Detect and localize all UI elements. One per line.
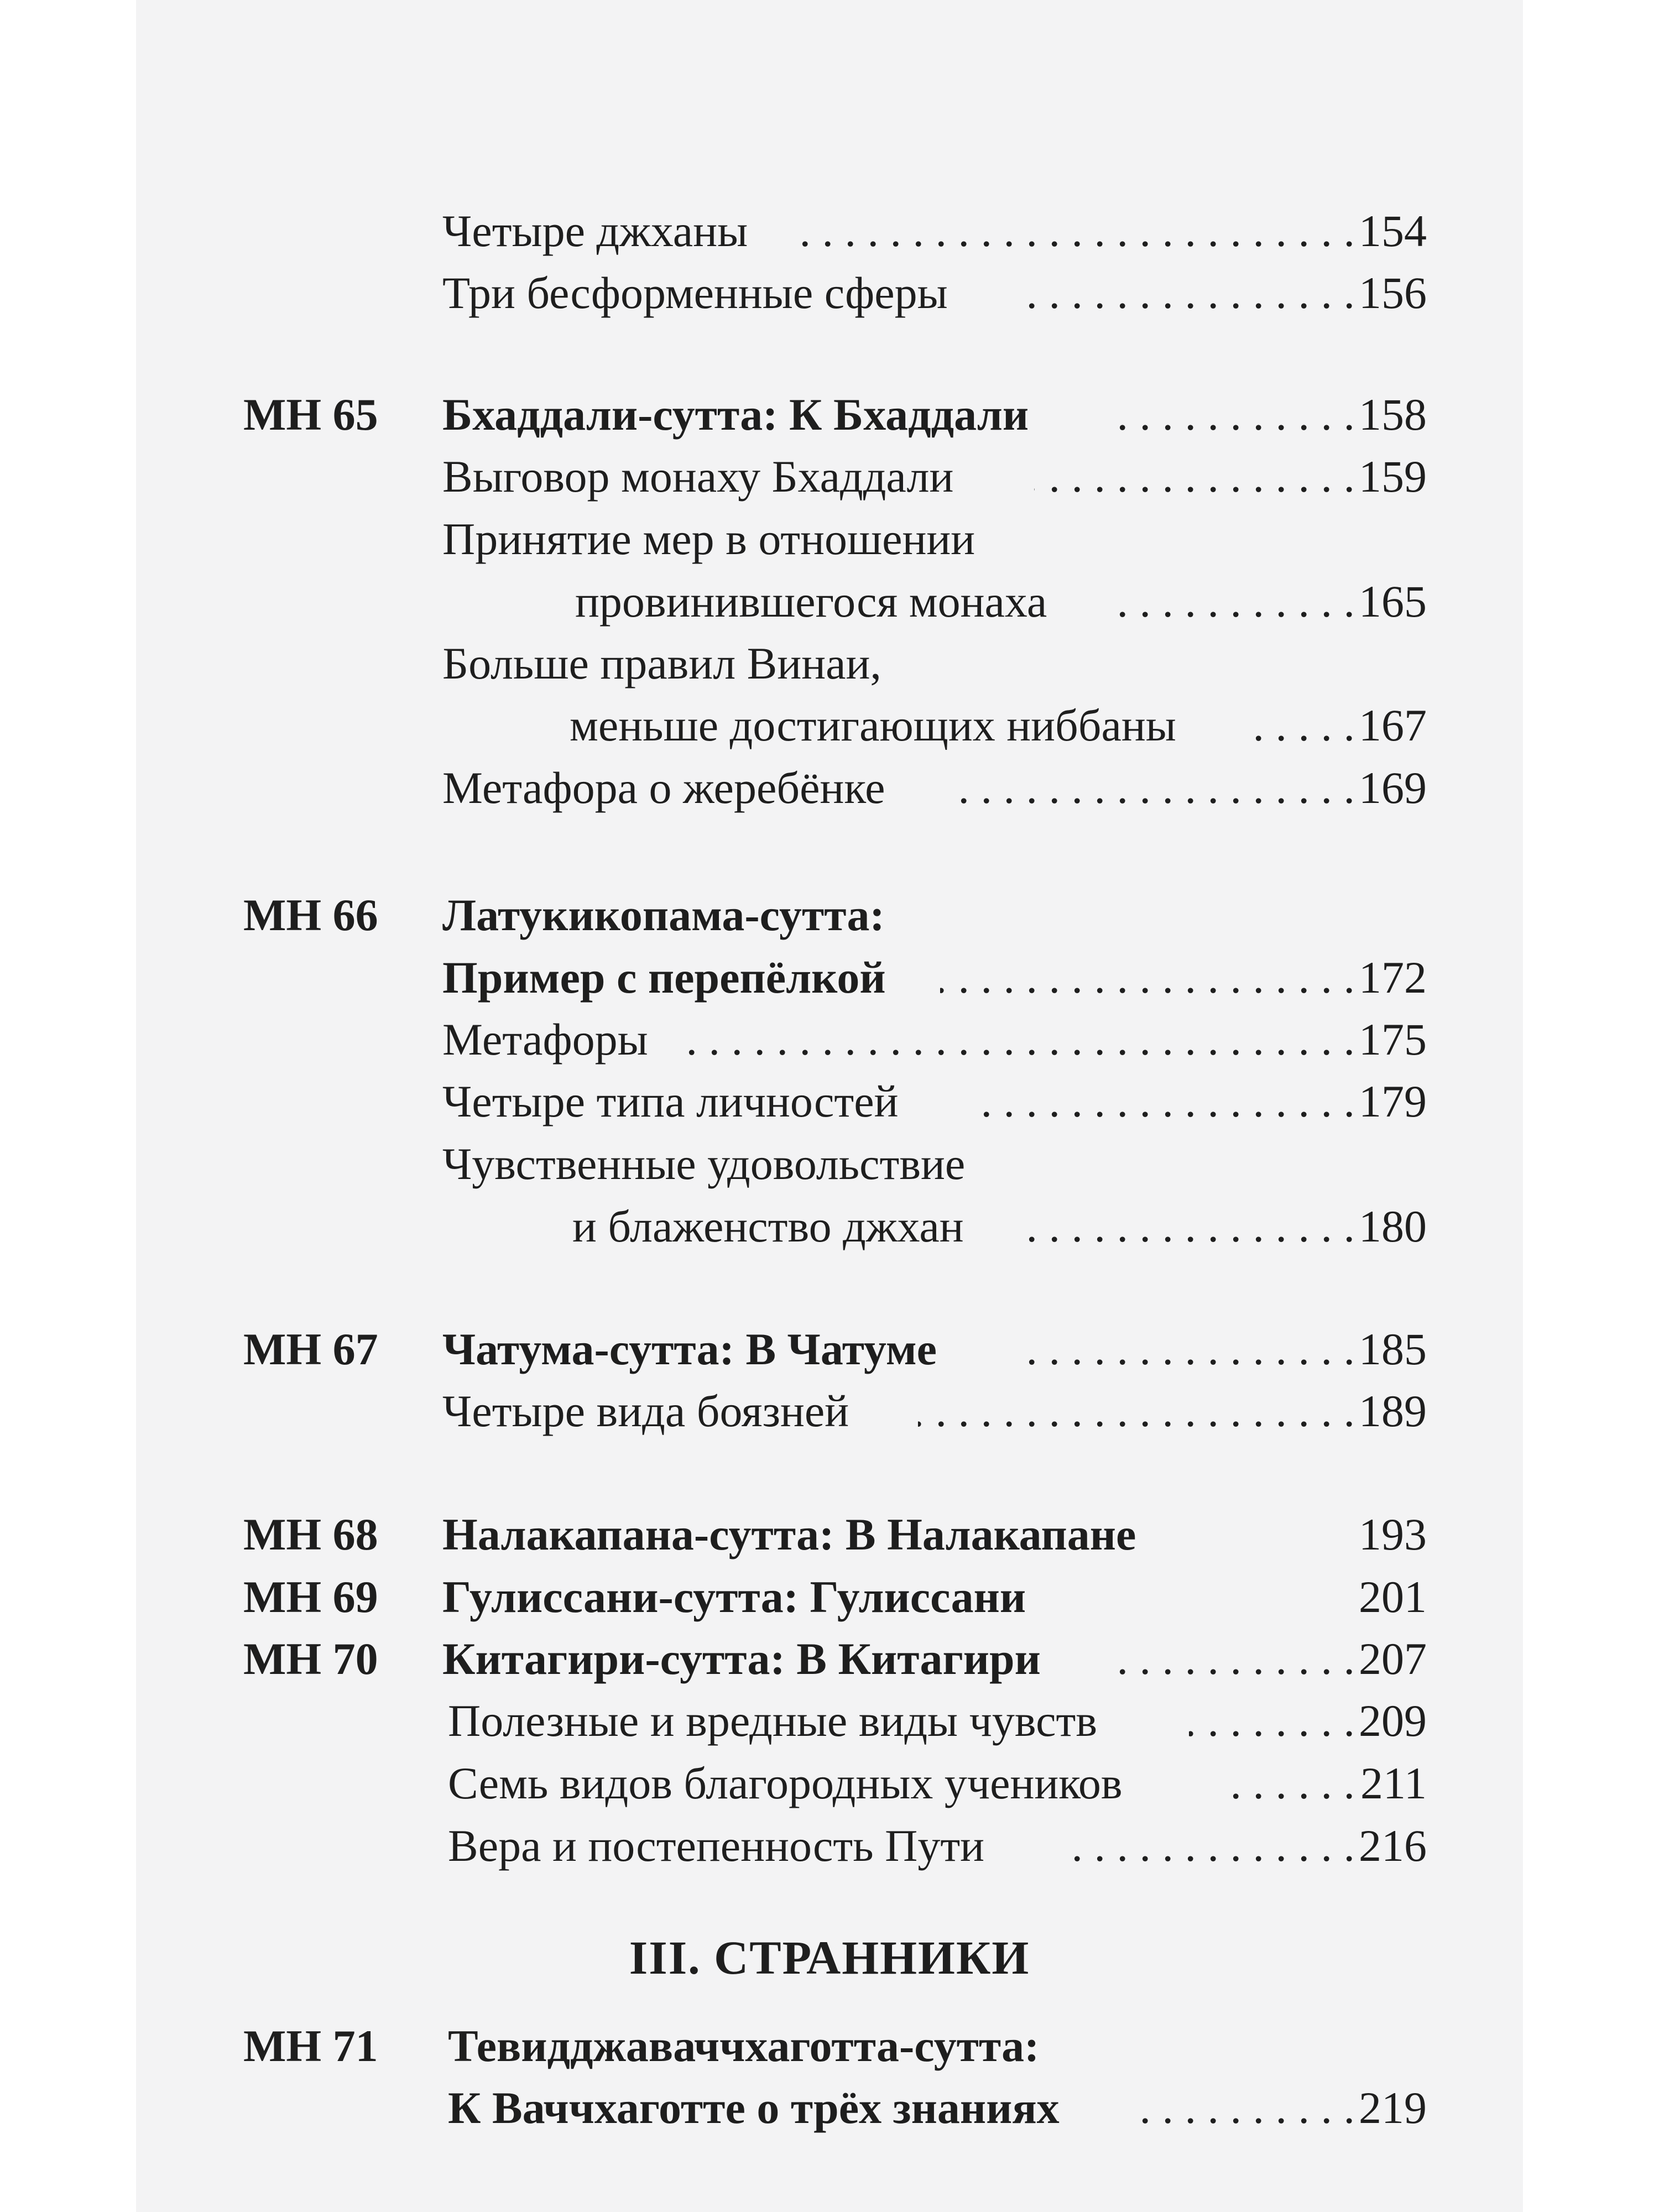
toc-title-continued: меньше достигающих ниббаны [570,700,1176,750]
dot-leader [1029,265,1355,321]
toc-title: Больше правил Винаи, [442,638,881,688]
toc-title: Метафоры [442,1014,648,1065]
toc-entry [0,760,1427,816]
toc-title: Китагири-сутта: В Китагири [442,1634,1041,1684]
toc-title: Латукикопама-сутта: [442,890,885,940]
toc-title: Бхаддали-сутта: К Бхаддали [442,389,1029,440]
dot-leader [951,760,1355,816]
toc-page-number: 172 [1359,952,1427,1003]
toc-entry-line1 [0,1136,1427,1192]
toc-entry [0,1322,1427,1377]
dot-leader [1062,1818,1355,1874]
toc-page-number: 189 [1359,1386,1427,1436]
section-heading: III. СТРАННИКИ [629,1931,1030,1984]
toc-title: Принятие мер в отношении [442,514,975,564]
toc-page-number: 207 [1359,1634,1427,1684]
toc-page-number: 169 [1359,763,1427,813]
toc-entry [0,265,1427,321]
toc-page-number: 179 [1359,1076,1427,1126]
toc-title: Выговор монаху Бхаддали [442,451,954,502]
toc-entry [0,1569,1427,1625]
toc-entry [0,1074,1427,1129]
toc-entry-line2 [0,950,1427,1005]
toc-page-number: 156 [1359,268,1427,318]
toc-page-number: 201 [1359,1572,1427,1622]
toc-title-continued: Пример с перепёлкой [442,952,886,1003]
toc-entry [0,1384,1427,1439]
toc-page-number: 158 [1359,389,1427,440]
toc-entry-line2 [0,574,1427,629]
toc-title: Вера и постепенность Пути [448,1820,985,1871]
toc-page-number: 211 [1360,1758,1427,1808]
toc-title-continued: К Ваччхаготте о трёх знаниях [448,2083,1060,2133]
toc-entry-line2 [0,1199,1427,1254]
toc-title-continued: и блаженство джхан [572,1201,964,1251]
toc-title: Метафора о жеребёнке [442,763,885,813]
toc-entry-line1 [0,888,1427,943]
toc-title: Четыре типа личностей [442,1076,899,1126]
toc-page-number: 175 [1359,1014,1427,1065]
toc-page-number: 154 [1359,206,1427,256]
dot-leader [973,1074,1355,1129]
dot-leader [1034,449,1355,504]
toc-page-number: 165 [1359,576,1427,627]
toc-entry-line1 [0,2018,1427,2074]
sutta-code: МН 69 [243,1572,378,1622]
sutta-code: МН 68 [243,1509,378,1559]
toc-title: Гулиссани-сутта: Гулиссани [442,1572,1026,1622]
toc-entry [0,1012,1427,1067]
toc-entry [0,1631,1427,1687]
toc-entry-line2 [0,2080,1427,2136]
toc-title: Налакапана-сутта: В Налакапане [442,1509,1136,1559]
sutta-code: МН 66 [243,890,378,940]
toc-entry [0,1693,1427,1749]
dot-leader [1012,1199,1355,1254]
toc-page-number: 185 [1359,1324,1427,1374]
toc-entry-line1 [0,636,1427,691]
toc-title: Три бесформенные сферы [442,268,948,318]
toc-title: Четыре вида боязней [442,1386,849,1436]
dot-leader [940,950,1355,1005]
dot-leader [918,1384,1355,1439]
toc-title: Четыре джханы [442,206,748,256]
sutta-code: МН 67 [243,1324,378,1374]
toc-title: Чатума-сутта: В Чатуме [442,1324,937,1374]
dot-leader [1023,1322,1355,1377]
toc-entry [0,1818,1427,1874]
sutta-code: МН 70 [243,1634,378,1684]
toc-page-number: 219 [1359,2083,1427,2133]
sutta-code: МН 71 [243,2021,378,2071]
toc-entry [0,387,1427,442]
dot-leader [785,204,1355,259]
toc-entry [0,449,1427,504]
toc-title: Чувственные удовольствие [442,1139,966,1189]
dot-leader [686,1012,1355,1067]
toc-entry [0,1756,1427,1811]
toc-page-number: 159 [1359,451,1427,502]
toc-page-number: 193 [1359,1509,1427,1559]
toc-page-number: 167 [1359,700,1427,750]
toc-page-number: 216 [1359,1820,1427,1871]
toc-entry [0,1507,1427,1562]
toc-entry-line2 [0,698,1427,753]
toc-entry [0,204,1427,259]
toc-title: Семь видов благородных учеников [448,1758,1123,1808]
toc-page-number: 180 [1359,1201,1427,1251]
toc-title: Тевидджаваччхаготта-сутта: [448,2021,1040,2071]
toc-entry-line1 [0,512,1427,567]
toc-title: Полезные и вредные виды чувств [448,1695,1098,1746]
toc-title-continued: провинившегося монаха [575,576,1047,627]
sutta-code: МН 65 [243,389,378,440]
toc-page-number: 209 [1359,1695,1427,1746]
